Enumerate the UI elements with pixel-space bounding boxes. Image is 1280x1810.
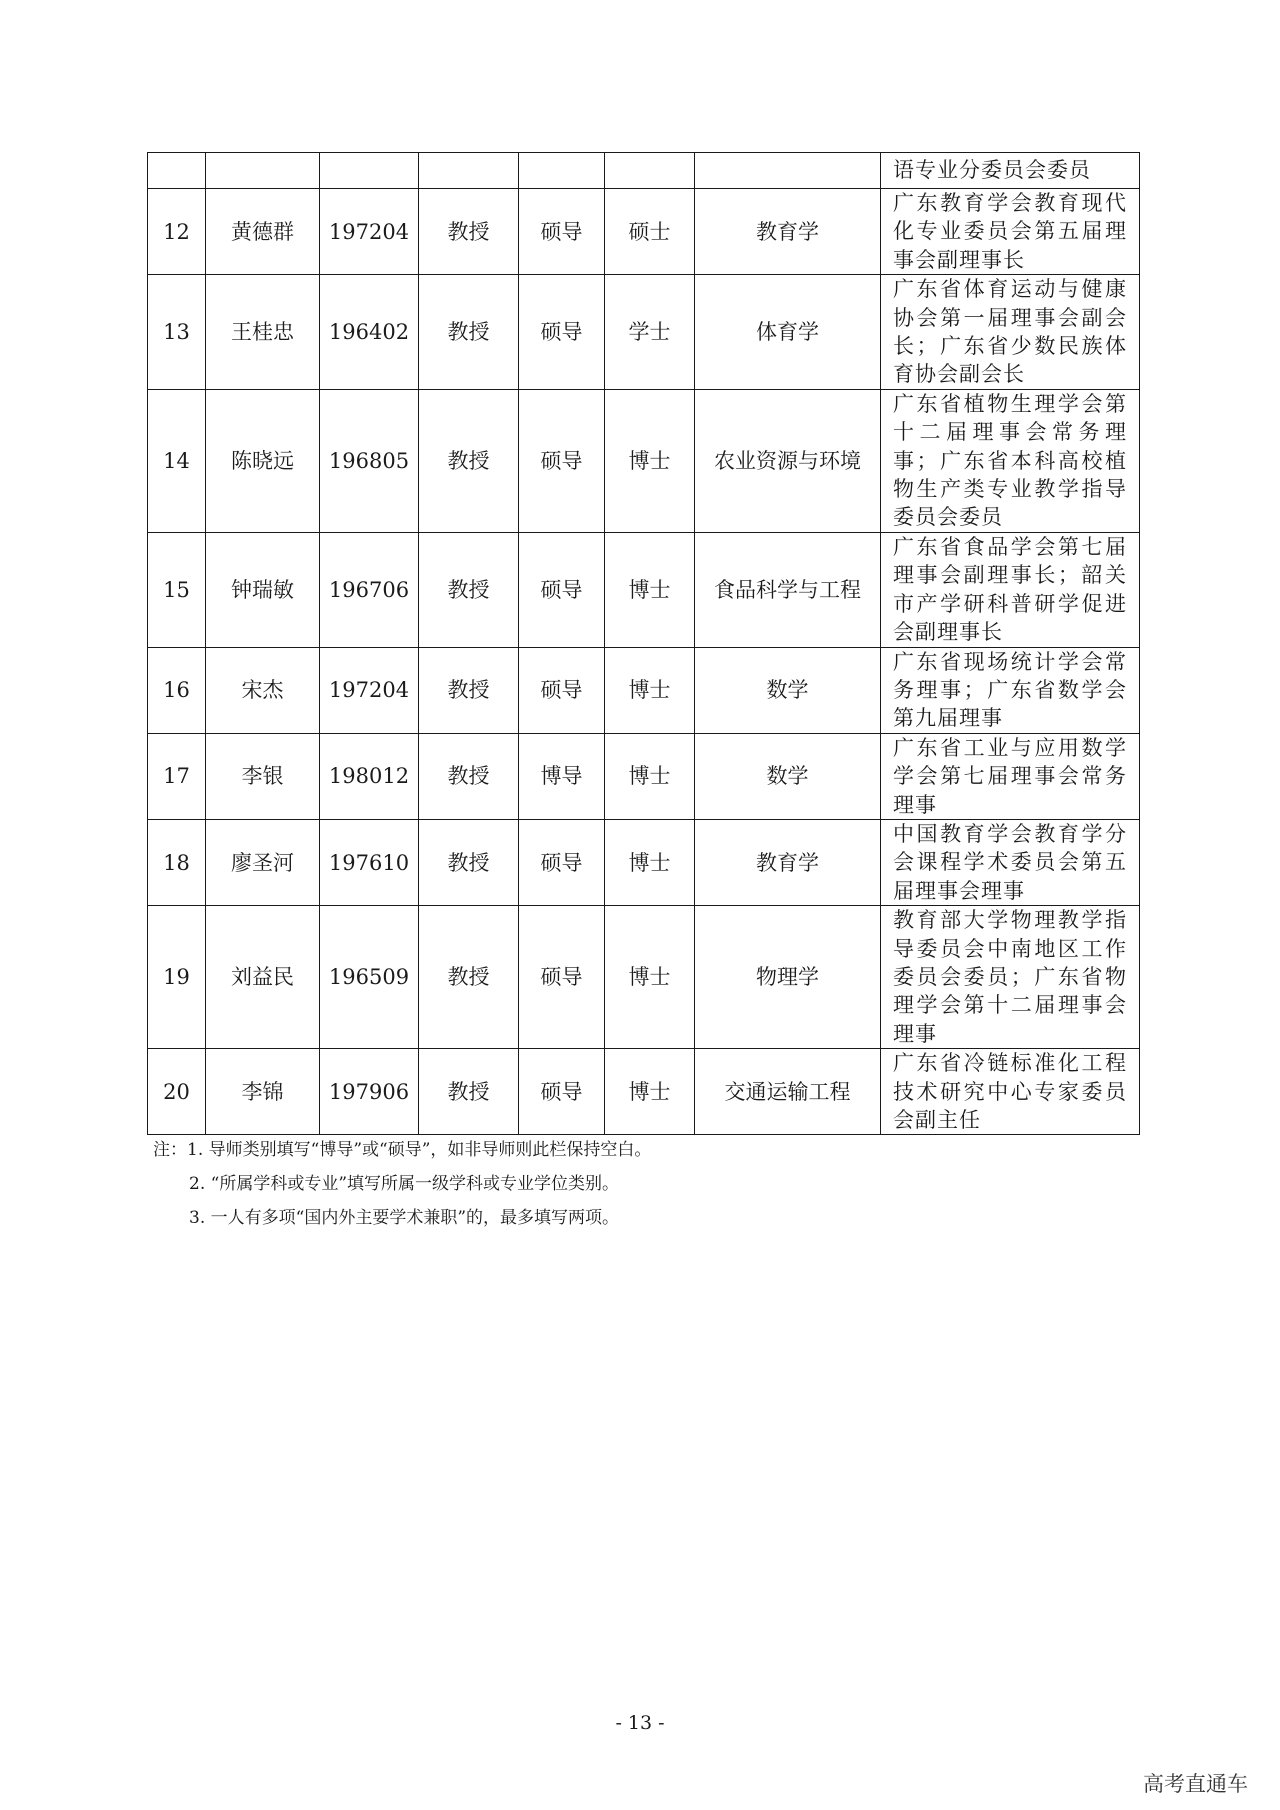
subject-cell: 物理学	[695, 906, 881, 1049]
birth-date-cell: 196805	[320, 389, 419, 532]
degree-cell: 博士	[605, 819, 695, 905]
tutor-type-cell: 博导	[519, 733, 605, 819]
birth-date-cell: 198012	[320, 733, 419, 819]
row-number-cell: 14	[148, 389, 206, 532]
academic-position-cell	[881, 819, 1140, 905]
footnotes	[153, 1133, 651, 1235]
academic-position-line: 会副理事长	[893, 620, 1003, 645]
subject-cell: 体育学	[695, 275, 881, 390]
degree-cell: 博士	[605, 647, 695, 733]
tutor-type-cell: 硕导	[519, 389, 605, 532]
faculty-table	[147, 152, 1140, 1135]
subject-cell: 农业资源与环境	[695, 389, 881, 532]
title-cell: 教授	[419, 733, 519, 819]
birth-date-cell: 197906	[320, 1049, 419, 1135]
title-cell: 教授	[419, 819, 519, 905]
tutor-type-cell: 硕导	[519, 532, 605, 647]
title-cell: 教授	[419, 389, 519, 532]
academic-position-line: 语专业分委员会委员	[893, 158, 1091, 183]
academic-position-line: 广东省工业与应用数学	[893, 735, 1127, 760]
table-body	[148, 153, 1140, 1135]
title-cell: 教授	[419, 1049, 519, 1135]
academic-position-line: 委员会委员	[893, 505, 1003, 530]
academic-position-cell	[881, 647, 1140, 733]
footnote-2: 2. “所属学科或专业”填写所属一级学科或专业学位类别。	[189, 1174, 620, 1194]
title-cell: 教授	[419, 647, 519, 733]
academic-position-line: 广东省体育运动与健康	[893, 277, 1127, 302]
academic-position-line: 导委员会中南地区工作	[893, 936, 1127, 961]
row-number-cell: 16	[148, 647, 206, 733]
row-number-cell	[148, 153, 206, 189]
table-row	[148, 647, 1140, 733]
name-cell: 陈晓远	[206, 389, 320, 532]
degree-cell: 硕士	[605, 189, 695, 275]
academic-position-line: 技术研究中心专家委员	[893, 1079, 1127, 1104]
subject-cell: 数学	[695, 733, 881, 819]
academic-position-line: 事；广东省本科高校植	[893, 448, 1127, 473]
academic-position-line: 会课程学术委员会第五	[893, 850, 1127, 875]
name-cell	[206, 153, 320, 189]
table-row	[148, 1049, 1140, 1135]
academic-position-line: 会副主任	[893, 1108, 981, 1132]
tutor-type-cell: 硕导	[519, 906, 605, 1049]
table-row	[148, 189, 1140, 275]
subject-cell: 教育学	[695, 189, 881, 275]
academic-position-line: 广东省植物生理学会第	[893, 391, 1127, 416]
academic-position-line: 理事	[893, 1021, 937, 1046]
birth-date-cell: 197610	[320, 819, 419, 905]
academic-position-line: 物生产类专业教学指导	[893, 477, 1127, 502]
subject-cell: 食品科学与工程	[695, 532, 881, 647]
academic-position-line: 理事	[893, 792, 937, 817]
title-cell: 教授	[419, 532, 519, 647]
subject-cell	[695, 153, 881, 189]
tutor-type-cell: 硕导	[519, 189, 605, 275]
degree-cell: 博士	[605, 532, 695, 647]
academic-position-line: 市产学研科普研学促进	[893, 591, 1127, 616]
academic-position-line: 第九届理事	[893, 706, 1003, 731]
name-cell: 廖圣河	[206, 819, 320, 905]
academic-position-line: 教育部大学物理教学指	[893, 908, 1127, 933]
birth-date-cell	[320, 153, 419, 189]
name-cell: 黄德群	[206, 189, 320, 275]
row-number-cell: 17	[148, 733, 206, 819]
birth-date-cell: 196706	[320, 532, 419, 647]
academic-position-line: 协会第一届理事会副会	[893, 305, 1127, 330]
row-number-cell: 12	[148, 189, 206, 275]
degree-cell: 学士	[605, 275, 695, 390]
name-cell: 李锦	[206, 1049, 320, 1135]
name-cell: 宋杰	[206, 647, 320, 733]
academic-position-line: 广东省冷链标准化工程	[893, 1051, 1127, 1076]
academic-position-line: 育协会副会长	[893, 362, 1025, 387]
watermark-text: 高考直通车	[1143, 1772, 1248, 1796]
degree-cell: 博士	[605, 906, 695, 1049]
title-cell: 教授	[419, 906, 519, 1049]
academic-position-cell	[881, 906, 1140, 1049]
row-number-cell: 13	[148, 275, 206, 390]
tutor-type-cell: 硕导	[519, 1049, 605, 1135]
footnote-1: 注：1. 导师类别填写“博导”或“硕导”，如非导师则此栏保持空白。	[153, 1140, 652, 1160]
academic-position-cell	[881, 532, 1140, 647]
table-row	[148, 733, 1140, 819]
academic-position-cell	[881, 733, 1140, 819]
degree-cell: 博士	[605, 733, 695, 819]
academic-position-cell	[881, 153, 1140, 189]
degree-cell: 博士	[605, 389, 695, 532]
subject-cell: 教育学	[695, 819, 881, 905]
academic-position-line: 广东省现场统计学会常	[893, 649, 1127, 674]
title-cell	[419, 153, 519, 189]
name-cell: 李银	[206, 733, 320, 819]
academic-position-line: 广东教育学会教育现代	[893, 191, 1127, 215]
name-cell: 王桂忠	[206, 275, 320, 390]
table-row	[148, 819, 1140, 905]
academic-position-line: 广东省食品学会第七届	[893, 534, 1127, 559]
page-number: - 13 -	[615, 1712, 665, 1734]
row-number-cell: 18	[148, 819, 206, 905]
name-cell: 刘益民	[206, 906, 320, 1049]
tutor-type-cell: 硕导	[519, 647, 605, 733]
academic-position-line: 理学会第十二届理事会	[893, 993, 1127, 1018]
row-number-cell: 15	[148, 532, 206, 647]
table-row	[148, 532, 1140, 647]
footnote-3: 3. 一人有多项“国内外主要学术兼职”的，最多填写两项。	[189, 1208, 620, 1228]
academic-position-cell	[881, 189, 1140, 275]
birth-date-cell: 197204	[320, 189, 419, 275]
degree-cell	[605, 153, 695, 189]
row-number-cell: 19	[148, 906, 206, 1049]
birth-date-cell: 196509	[320, 906, 419, 1049]
title-cell: 教授	[419, 275, 519, 390]
tutor-type-cell: 硕导	[519, 275, 605, 390]
birth-date-cell: 197204	[320, 647, 419, 733]
birth-date-cell: 196402	[320, 275, 419, 390]
academic-position-line: 学会第七届理事会常务	[893, 764, 1127, 789]
table-row	[148, 389, 1140, 532]
academic-position-cell	[881, 389, 1140, 532]
academic-position-line: 事会副理事长	[893, 247, 1025, 272]
academic-position-line: 务理事；广东省数学会	[893, 677, 1127, 702]
academic-position-cell	[881, 275, 1140, 390]
degree-cell: 博士	[605, 1049, 695, 1135]
academic-position-cell	[881, 1049, 1140, 1135]
academic-position-line: 中国教育学会教育学分	[893, 821, 1127, 846]
table-row	[148, 275, 1140, 390]
academic-position-line: 长；广东省少数民族体	[893, 334, 1127, 359]
academic-position-line: 化专业委员会第五届理	[893, 219, 1127, 244]
tutor-type-cell	[519, 153, 605, 189]
subject-cell: 数学	[695, 647, 881, 733]
academic-position-line: 届理事会理事	[893, 878, 1025, 903]
academic-position-line: 十二届理事会常务理	[893, 420, 1127, 445]
title-cell: 教授	[419, 189, 519, 275]
table-row	[148, 153, 1140, 189]
academic-position-line: 委员会委员；广东省物	[893, 964, 1127, 989]
subject-cell: 交通运输工程	[695, 1049, 881, 1135]
academic-position-line: 理事会副理事长；韶关	[893, 563, 1127, 588]
tutor-type-cell: 硕导	[519, 819, 605, 905]
name-cell: 钟瑞敏	[206, 532, 320, 647]
table-row	[148, 906, 1140, 1049]
row-number-cell: 20	[148, 1049, 206, 1135]
